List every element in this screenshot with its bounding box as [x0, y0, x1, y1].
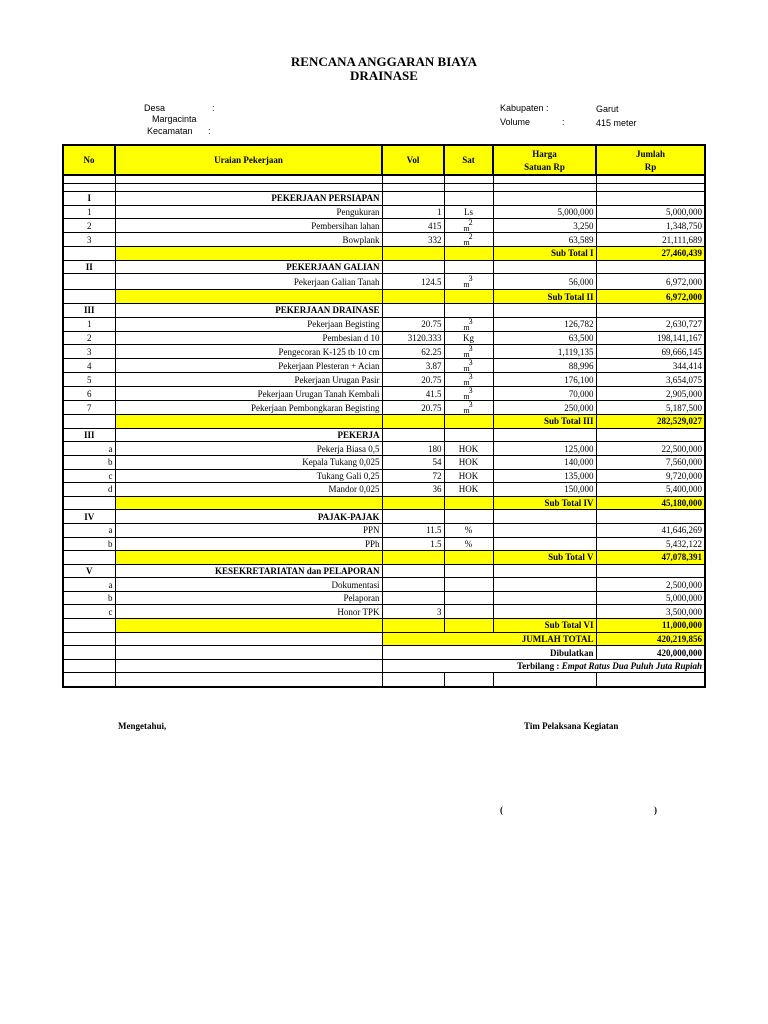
- row-no: a: [63, 523, 115, 537]
- subtotal-label: Sub Total II: [493, 290, 596, 304]
- subtotal-row: [63, 496, 705, 510]
- unit-exponent: 3: [468, 358, 473, 368]
- row-vol: 415: [382, 219, 444, 233]
- row-uraian: Pembesian d 10: [115, 331, 382, 345]
- row-vol: 180: [382, 442, 444, 456]
- row-sat: [444, 373, 493, 387]
- header-harga-line1: Harga: [532, 148, 557, 159]
- row-no: 6: [63, 387, 115, 401]
- section-no: II: [63, 260, 115, 274]
- unit-text: m: [463, 378, 470, 387]
- row-no: 3: [63, 345, 115, 359]
- row-no: [63, 274, 115, 290]
- row-harga: 135,000: [493, 469, 596, 483]
- rab-table: [62, 144, 706, 688]
- section-title: PAJAK-PAJAK: [115, 510, 382, 524]
- tim-pelaksana-label: Tim Pelaksana Kegiatan: [524, 721, 619, 731]
- row-uraian: PPh: [115, 537, 382, 551]
- unit-exponent: 2: [468, 218, 473, 228]
- row-harga: 150,000: [493, 483, 596, 497]
- desa-label: Desa: [144, 103, 166, 113]
- header-harga-line2: Satuan Rp: [524, 161, 565, 172]
- row-harga: 63,589: [493, 233, 596, 247]
- subtotal-value: 47,078,391: [596, 551, 705, 565]
- row-harga: [493, 578, 596, 592]
- subtotal-label: Sub Total III: [493, 415, 596, 429]
- row-harga: [493, 605, 596, 619]
- row-sat: [444, 578, 493, 592]
- table-row: [63, 442, 705, 456]
- table-row: [63, 331, 705, 345]
- row-uraian: Pengecoran K-125 tb 10 cm: [115, 345, 382, 359]
- row-vol: 54: [382, 455, 444, 469]
- row-no: d: [63, 483, 115, 497]
- row-harga: 140,000: [493, 455, 596, 469]
- row-jumlah: 69,666,145: [596, 345, 705, 359]
- row-sat: [444, 233, 493, 247]
- table-row: [63, 523, 705, 537]
- row-vol: 36: [382, 483, 444, 497]
- row-vol: 3.87: [382, 359, 444, 373]
- row-vol: [382, 591, 444, 605]
- table-row: [63, 373, 705, 387]
- section-row: [63, 260, 705, 274]
- row-jumlah: 7,560,000: [596, 455, 705, 469]
- row-jumlah: 9,720,000: [596, 469, 705, 483]
- table-row: [63, 537, 705, 551]
- row-jumlah: 2,630,727: [596, 317, 705, 331]
- row-sat: HOK: [444, 442, 493, 456]
- row-no: c: [63, 469, 115, 483]
- section-row: [63, 564, 705, 578]
- section-row: [63, 510, 705, 524]
- row-no: 1: [63, 205, 115, 219]
- header-no: No: [63, 145, 115, 175]
- row-harga: 3,250: [493, 219, 596, 233]
- row-no: b: [63, 537, 115, 551]
- subtotal-label: Sub Total I: [493, 247, 596, 261]
- unit-exponent: 3: [468, 274, 473, 284]
- row-sat: [444, 605, 493, 619]
- header-vol: Vol: [382, 145, 444, 175]
- row-harga: 126,782: [493, 317, 596, 331]
- kabupaten-label: Kabupaten :: [500, 103, 549, 113]
- dibulatkan-label: Dibulatkan: [382, 646, 596, 660]
- row-vol: [382, 578, 444, 592]
- row-uraian: PPN: [115, 523, 382, 537]
- row-harga: 5,000,000: [493, 205, 596, 219]
- volume-label: Volume: [500, 117, 531, 127]
- section-title: PEKERJAAN GALIAN: [115, 260, 382, 274]
- unit-text: m: [463, 322, 470, 332]
- spacer-row: [63, 175, 705, 184]
- subtotal-row: [63, 290, 705, 304]
- spacer-row: [63, 673, 705, 687]
- row-sat: [444, 387, 493, 401]
- row-jumlah: 1,348,750: [596, 219, 705, 233]
- desa-colon: :: [212, 103, 215, 113]
- row-jumlah: 5,000,000: [596, 591, 705, 605]
- mengetahui-label: Mengetahui,: [118, 721, 167, 731]
- header-sat: Sat: [444, 145, 493, 175]
- row-jumlah: 21,111,689: [596, 233, 705, 247]
- subtotal-row: [63, 551, 705, 565]
- row-no: 1: [63, 317, 115, 331]
- row-no: b: [63, 591, 115, 605]
- row-harga: 63,500: [493, 331, 596, 345]
- section-no: III: [63, 428, 115, 442]
- row-no: c: [63, 605, 115, 619]
- row-vol: 20.75: [382, 373, 444, 387]
- row-uraian: Bowplank: [115, 233, 382, 247]
- row-sat: [444, 219, 493, 233]
- subtotal-value: 45,180,000: [596, 496, 705, 510]
- row-sat: [444, 345, 493, 359]
- unit-text: m: [463, 392, 470, 401]
- row-vol: 62.25: [382, 345, 444, 359]
- row-vol: 332: [382, 233, 444, 247]
- terbilang-row: [63, 659, 705, 673]
- row-jumlah: 5,000,000: [596, 205, 705, 219]
- header-harga: [493, 145, 596, 175]
- table-row: [63, 455, 705, 469]
- section-no: I: [63, 192, 115, 206]
- row-jumlah: 41,646,269: [596, 523, 705, 537]
- row-vol: 20.75: [382, 317, 444, 331]
- row-sat: [444, 591, 493, 605]
- unit-text: m: [463, 406, 470, 415]
- header-uraian: Uraian Pekerjaan: [115, 145, 382, 175]
- row-jumlah: 5,432,122: [596, 537, 705, 551]
- row-sat: [444, 401, 493, 415]
- row-harga: 250,000: [493, 401, 596, 415]
- volume-colon: :: [562, 117, 565, 127]
- row-jumlah: 344,414: [596, 359, 705, 373]
- row-no: b: [63, 455, 115, 469]
- unit-exponent: 3: [468, 386, 473, 396]
- dibulatkan-value: 420,000,000: [596, 646, 705, 660]
- table-row: [63, 469, 705, 483]
- table-row: [63, 578, 705, 592]
- table-row: [63, 219, 705, 233]
- subtotal-row: [63, 619, 705, 633]
- subtotal-value: 282,529,027: [596, 415, 705, 429]
- subtotal-value: 6,972,000: [596, 290, 705, 304]
- unit-exponent: 3: [468, 344, 473, 354]
- section-no: IV: [63, 510, 115, 524]
- terbilang-label: Terbilang :: [517, 661, 560, 672]
- row-uraian: Pekerja Biasa 0,5: [115, 442, 382, 456]
- row-vol: 41.5: [382, 387, 444, 401]
- row-harga: 176,100: [493, 373, 596, 387]
- row-jumlah: 2,500,000: [596, 578, 705, 592]
- jumlah-total-row: [63, 632, 705, 646]
- subtotal-value: 27,460,439: [596, 247, 705, 261]
- section-row: [63, 192, 705, 206]
- row-no: 4: [63, 359, 115, 373]
- table-row: [63, 483, 705, 497]
- document-title-line1: RENCANA ANGGARAN BIAYA: [290, 54, 478, 69]
- row-uraian: Kepala Tukang 0,025: [115, 455, 382, 469]
- table-row: [63, 274, 705, 290]
- unit-exponent: 3: [468, 400, 473, 410]
- row-sat: [444, 359, 493, 373]
- row-no: 3: [63, 233, 115, 247]
- row-uraian: Pekerjaan Urugan Tanah Kembali: [115, 387, 382, 401]
- table-row: [63, 605, 705, 619]
- subtotal-row: [63, 415, 705, 429]
- row-uraian: Mandor 0,025: [115, 483, 382, 497]
- section-title: PEKERJA: [115, 428, 382, 442]
- table-row: [63, 317, 705, 331]
- jumlah-total-label: JUMLAH TOTAL: [382, 632, 596, 646]
- row-vol: 124.5: [382, 274, 444, 290]
- row-uraian: Pekerjaan Plesteran + Acian: [115, 359, 382, 373]
- table-row: [63, 359, 705, 373]
- kecamatan-label: Kecamatan: [147, 126, 193, 136]
- row-sat: HOK: [444, 469, 493, 483]
- row-jumlah: 2,905,000: [596, 387, 705, 401]
- row-jumlah: 6,972,000: [596, 274, 705, 290]
- table-row: [63, 345, 705, 359]
- spacer-row: [63, 184, 705, 192]
- row-uraian: Pekerjaan Pembongkaran Begisting: [115, 401, 382, 415]
- kecamatan-colon: :: [208, 126, 211, 136]
- subtotal-label: Sub Total V: [493, 551, 596, 565]
- row-harga: [493, 591, 596, 605]
- signature-open-paren: (: [500, 805, 503, 815]
- header-jumlah: [596, 145, 705, 175]
- table-row: [63, 591, 705, 605]
- row-vol: 3120.333: [382, 331, 444, 345]
- row-no: 5: [63, 373, 115, 387]
- subtotal-row: [63, 247, 705, 261]
- jumlah-total-value: 420,219,856: [596, 632, 705, 646]
- row-vol: 1.5: [382, 537, 444, 551]
- row-uraian: Pengukuran: [115, 205, 382, 219]
- row-vol: 72: [382, 469, 444, 483]
- header-jumlah-line1: Jumlah: [635, 148, 665, 159]
- row-no: a: [63, 442, 115, 456]
- row-harga: [493, 523, 596, 537]
- table-header-row: [63, 145, 705, 175]
- desa-value: Margacinta: [152, 114, 197, 124]
- row-uraian: Pekerjaan Galian Tanah: [115, 274, 382, 290]
- row-jumlah: 5,400,000: [596, 483, 705, 497]
- subtotal-value: 11,000,000: [596, 619, 705, 633]
- header-jumlah-line2: Rp: [644, 161, 657, 172]
- unit-text: m: [463, 224, 470, 233]
- row-uraian: Pelaporan: [115, 591, 382, 605]
- section-title: PEKERJAAN DRAINASE: [115, 303, 382, 317]
- document-title-line2: DRAINASE: [350, 68, 418, 83]
- terbilang-cell: [382, 659, 705, 673]
- unit-text: m: [463, 350, 470, 359]
- table-row: [63, 233, 705, 247]
- row-vol: 20.75: [382, 401, 444, 415]
- section-row: [63, 428, 705, 442]
- row-sat: %: [444, 523, 493, 537]
- row-jumlah: 198,141,167: [596, 331, 705, 345]
- subtotal-label: Sub Total VI: [493, 619, 596, 633]
- row-vol: 3: [382, 605, 444, 619]
- row-sat: HOK: [444, 483, 493, 497]
- row-uraian: Pekerjaan Urugan Pasir: [115, 373, 382, 387]
- terbilang-value: Empat Ratus Dua Puluh Juta Rupiah: [561, 661, 702, 672]
- table-row: [63, 387, 705, 401]
- section-no: V: [63, 564, 115, 578]
- row-sat: Kg: [444, 331, 493, 345]
- unit-text: m: [463, 238, 470, 247]
- table-row: [63, 205, 705, 219]
- row-sat: HOK: [444, 455, 493, 469]
- row-sat: [444, 317, 493, 331]
- row-vol: 1: [382, 205, 444, 219]
- unit-exponent: 2: [468, 232, 473, 242]
- row-harga: [493, 537, 596, 551]
- row-uraian: Tukang Gali 0,25: [115, 469, 382, 483]
- unit-text: m: [463, 364, 470, 373]
- row-uraian: Honor TPK: [115, 605, 382, 619]
- section-title: KESEKRETARIATAN dan PELAPORAN: [115, 564, 382, 578]
- row-vol: 11.5: [382, 523, 444, 537]
- row-uraian: Dokumentasi: [115, 578, 382, 592]
- unit-exponent: 3: [468, 372, 473, 382]
- row-no: a: [63, 578, 115, 592]
- row-harga: 70,000: [493, 387, 596, 401]
- row-no: 2: [63, 331, 115, 345]
- section-title: PEKERJAAN PERSIAPAN: [115, 192, 382, 206]
- row-no: 7: [63, 401, 115, 415]
- row-sat: %: [444, 537, 493, 551]
- subtotal-label: Sub Total IV: [493, 496, 596, 510]
- signature-close-paren: ): [654, 805, 657, 815]
- kabupaten-value: Garut: [596, 104, 619, 114]
- volume-value: 415 meter: [596, 118, 637, 128]
- row-jumlah: 3,654,075: [596, 373, 705, 387]
- row-harga: 88,996: [493, 359, 596, 373]
- row-harga: 125,000: [493, 442, 596, 456]
- row-uraian: Pekerjaan Begisting: [115, 317, 382, 331]
- row-no: 2: [63, 219, 115, 233]
- section-no: III: [63, 303, 115, 317]
- unit-text: m: [463, 280, 470, 290]
- row-jumlah: 3,500,000: [596, 605, 705, 619]
- row-sat: [444, 274, 493, 290]
- row-jumlah: 22,500,000: [596, 442, 705, 456]
- row-harga: 1,119,135: [493, 345, 596, 359]
- row-uraian: Pembersihan lahan: [115, 219, 382, 233]
- row-harga: 56,000: [493, 274, 596, 290]
- row-sat: Ls: [444, 205, 493, 219]
- section-row: [63, 303, 705, 317]
- table-row: [63, 401, 705, 415]
- dibulatkan-row: [63, 646, 705, 660]
- row-jumlah: 5,187,500: [596, 401, 705, 415]
- unit-exponent: 3: [468, 317, 473, 326]
